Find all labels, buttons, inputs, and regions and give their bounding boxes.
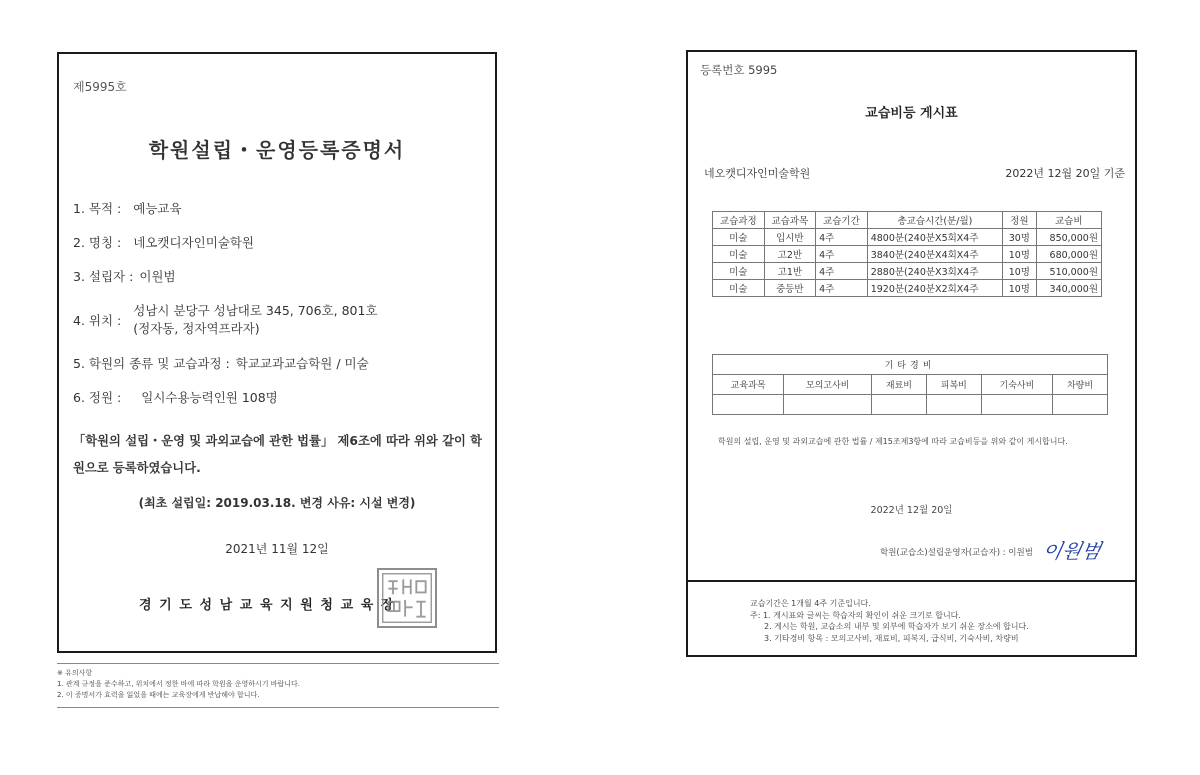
operator-label: 학원(교습소)설립운영자(교습자) : 이원범 <box>880 548 1033 558</box>
divider <box>688 580 1135 582</box>
table-row: 미술 고1반 4주 2880분(240분X3회X4주 10명 510,000원 <box>713 263 1102 280</box>
issue-date: 2021년 11월 12일 <box>225 542 329 556</box>
table-row: 미술 고2반 4주 3840분(240분X4회X4주 10명 680,000원 <box>713 246 1102 263</box>
certificate-law-text: 「학원의 설립・운영 및 과외교습에 관한 법률」 제6조에 따라 위와 같이 학원으로 등록하였습니다. <box>73 434 482 475</box>
item-name: 2. 명칭 : 네오캣디자인미술학원 <box>73 235 255 250</box>
table-row: 미술 중등반 4주 1920분(240분X2회X4주 10명 340,000원 <box>713 280 1102 297</box>
certificate-number: 제5995호 <box>73 80 127 94</box>
item-location: 4. 위치 : 성남시 분당구 성남대로 345, 706호, 801호 (정자동, 정자역프라자) <box>73 303 378 336</box>
registration-number: 등록번호 5995 <box>700 63 778 77</box>
table-row: 미술 입시반 4주 4800분(240분X5회X4주 30명 850,000원 <box>713 229 1102 246</box>
fee-notice-title: 교습비등 게시표 <box>865 106 958 121</box>
certificate-notes: ※ 유의사항 1. 관계 규정을 준수하고, 위치에서 정한 바에 따라 학원을 운영하시기 바랍니다. 2. 이 증명서가 효력을 잃었을 때에는 교육장에게 반납해야 합니다. <box>57 663 499 708</box>
item-capacity: 6. 정원 : 일시수용능력인원 108명 <box>73 390 278 405</box>
fee-table <box>712 211 1102 297</box>
certificate-items <box>73 200 488 423</box>
official-seal-icon <box>377 568 437 628</box>
item-founder: 3. 설립자 : 이원범 <box>73 269 176 284</box>
table-row <box>713 395 1108 415</box>
academy-name: 네오캣디자인미술학원 <box>704 167 811 180</box>
item-purpose: 1. 목적 : 예능교육 <box>73 201 182 216</box>
fee-notes: 교습기간은 1개월 4주 기준입니다. 주: 1. 게시표와 글씨는 학습자의 확인이 쉬운 크기로 합니다. 2. 게시는 학원, 교습소의 내부 및 외부에 학습자가 보기 쉬운 장소에 합니다. 3. 기타경비 항목 : 모의고사비, 재료비, 피복지, 급식비, 기숙사비, 차량비 <box>750 599 1029 643</box>
signature: 이원범 <box>1040 539 1104 563</box>
tuition-fee-notice <box>686 50 1137 657</box>
table-header-row: 교육과목 모의고사비 재료비 피복비 기숙사비 차량비 <box>713 375 1108 395</box>
issuer-name: 경기도성남교육지원청교육장 <box>139 598 402 613</box>
extra-costs-title: 기타경비 <box>713 355 1108 375</box>
extra-costs-table <box>712 354 1108 415</box>
fee-notice-date: 2022년 12월 20일 <box>870 505 953 516</box>
first-registration: (최초 설립일: 2019.03.18. 변경 사유: 시설 변경) <box>138 496 416 510</box>
fee-law-text: 학원의 설립, 운영 및 과외교습에 관한 법률 / 제15조제3항에 따라 교습비등을 위와 같이 게시합니다. <box>718 437 1068 446</box>
registration-certificate <box>57 52 497 653</box>
basis-date: 2022년 12월 20일 기준 <box>1005 167 1125 180</box>
item-type-course: 5. 학원의 종류 및 교습과정 : 학교교과교습학원 / 미술 <box>73 356 369 371</box>
certificate-title: 학원설립・운영등록증명서 <box>148 138 406 162</box>
table-header-row: 교습과정 교습과목 교습기간 총교습시간(분/월) 정원 교습비 <box>713 212 1102 229</box>
